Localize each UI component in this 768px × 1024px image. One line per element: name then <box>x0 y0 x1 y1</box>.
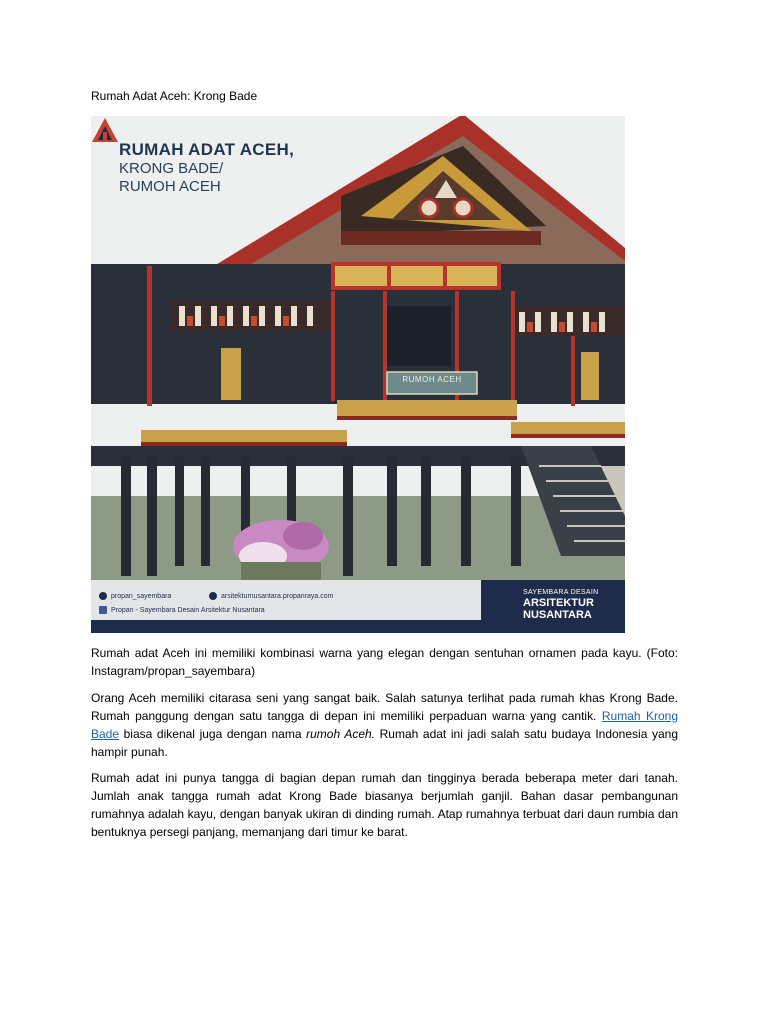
house-photo <box>91 116 625 633</box>
website-credit <box>209 592 333 601</box>
paragraph-2-end: Rumah adat ini jadi salah satu budaya Indonesia yang hampir punah. <box>91 727 679 759</box>
arsitektur-logo-icon <box>91 116 119 144</box>
instagram-handle: propan_sayembara <box>111 593 172 600</box>
paragraph-2 <box>91 689 678 761</box>
instagram-credit <box>99 592 171 601</box>
overlay-title-line1: RUMAH ADAT ACEH, <box>119 140 295 159</box>
overlay-title-line3: RUMOH ACEH <box>119 178 221 195</box>
facebook-icon <box>99 606 107 614</box>
document-title: Rumah Adat Aceh: Krong Bade <box>91 89 258 103</box>
rumah-krong-bade-link[interactable]: Rumah Krong Bade <box>91 709 678 741</box>
photo-overlay-title <box>119 140 294 196</box>
paragraph-3-text: Rumah adat ini punya tangga di bagian depan rumah dan tingginya berada beberapa meter dari tanah. Jumlah anak tangga rumah adat Krong Bade biasanya berjumlah ganjil. Bahan dasar pembangunan rumahnya adalah kayu, dengan banyak ukiran di dinding rumah. Atap rumahnya terbuat dari daun rumbia dan bentuknya persegi panjang, memanjang dari timur ke barat. <box>91 771 678 839</box>
brand-line1: SAYEMBARA DESAIN <box>523 589 599 596</box>
paragraph-2-intro: Orang Aceh memiliki citarasa seni yang sangat baik. Salah satunya terlihat pada rumah khas Krong Bade. Rumah panggung dengan satu tangga di depan ini memiliki perpaduan warna yang cantik. <box>91 691 678 723</box>
paragraph-2-middle: biasa dikenal juga dengan nama <box>119 727 307 741</box>
website-url: arsitekturnusantara.propanraya.com <box>221 593 334 600</box>
facebook-page: Propan - Sayembara Desain Arsitektur Nusantara <box>111 607 265 614</box>
paragraph-3 <box>91 769 678 841</box>
facebook-credit <box>99 606 265 615</box>
instagram-icon <box>99 592 107 600</box>
globe-icon <box>209 592 217 600</box>
paragraph-2-italic: rumoh Aceh. <box>306 727 376 741</box>
paragraph-2-text <box>91 689 678 761</box>
overlay-title-line2: KRONG BADE/ <box>119 160 224 177</box>
caption-text: Rumah adat Aceh ini memiliki kombinasi warna yang elegan dengan sentuhan ornamen pada kayu. (Foto: Instagram/propan_sayembara) <box>91 646 678 678</box>
brand-text <box>523 588 598 621</box>
house-sign: RUMOH ACEH <box>402 375 462 384</box>
brand-line2: ARSITEKTUR <box>523 597 594 609</box>
photo-caption <box>91 644 678 680</box>
brand-line3: NUSANTARA <box>523 609 592 621</box>
